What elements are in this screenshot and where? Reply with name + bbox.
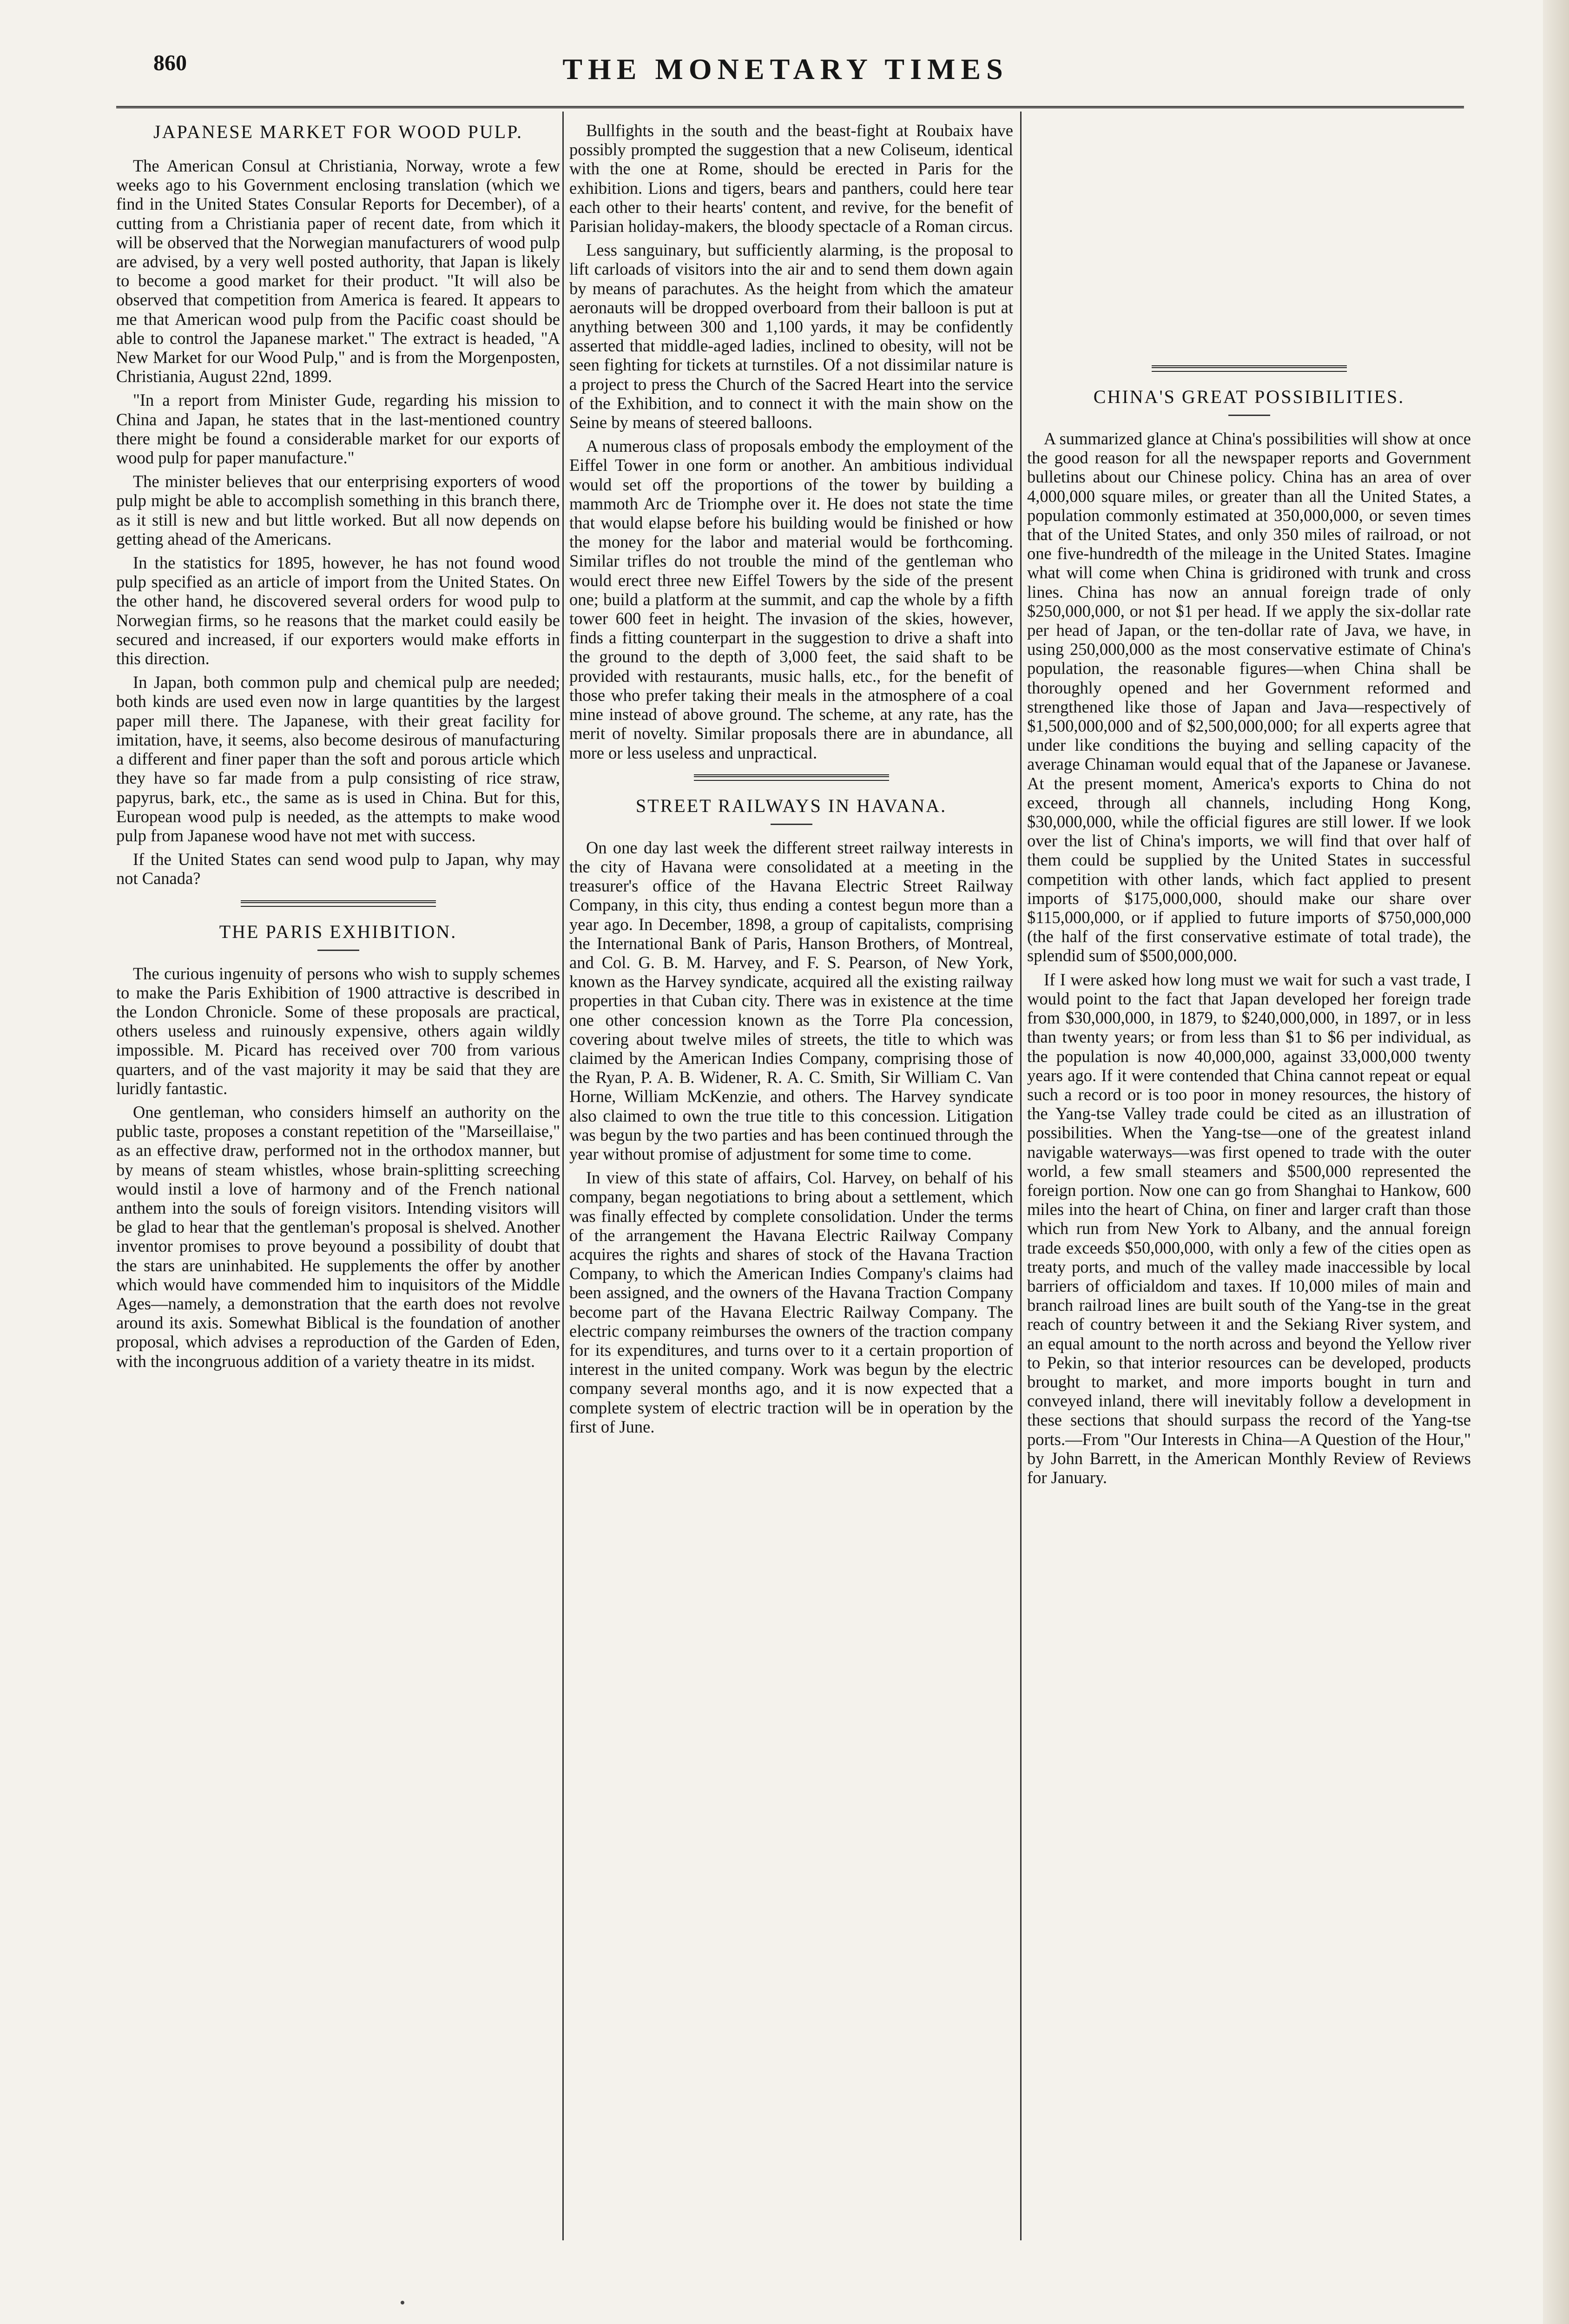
article-title: JAPANESE MARKET FOR WOOD PULP. (153, 121, 523, 142)
article-paragraph: Less sanguinary, but sufficiently alarming, is the proposal to lift carloads of visitors into the air and to send them down again by means of parachutes. As the height from which the amateur aeronauts will be dropped overboard from their balloon is put at anything between 300 and 1,100 yards, it may be confidently asserted that middle-aged ladies, inclined to obesity, will not be seen fighting for tickets at turnstiles. Of a not dissimilar nature is a project to press the Church of the Sacred Heart into the service of the Exhibition, and to connect it with the main show on the Seine by means of steered balloons. (569, 240, 1013, 432)
article-separator (1152, 365, 1347, 372)
article-title: STREET RAILWAYS IN HAVANA. (635, 795, 947, 816)
article-paragraph: In Japan, both common pulp and chemical pulp are needed; both kinds are used even now in large quantities by the largest paper mill there. The Japanese, with their great facility for imitation, have, it seems, also become desirous of manufacturing a different and finer paper than the soft and porous article which they have so far made from a pulp consisting of rice straw, papyrus, bark, etc., the same as is used in China. But for this, European wood pulp is needed, as the attempts to make wood pulp from Japanese wood have not met with success. (116, 673, 560, 845)
article-street-railways-havana (569, 795, 1013, 1436)
column-divider (562, 112, 564, 2240)
title-underline (1228, 415, 1270, 416)
column-3 (1027, 121, 1471, 1492)
column-2 (569, 121, 1013, 1441)
article-japanese-wood-pulp (116, 121, 560, 888)
article-paragraph: The curious ingenuity of persons who wish to supply schemes to make the Paris Exhibition of 1900 attractive is described in the London Chronicle. Some of these proposals are practical, others useless and ruinously expensive, others again wildly impossible. M. Picard has received over 700 from various quarters, and of the vast majority it may be said that they are luridly fantastic. (116, 964, 560, 1098)
article-separator (241, 900, 436, 907)
page-number: 860 (153, 51, 187, 75)
article-paragraph: A summarized glance at China's possibilities will show at once the good reason for all the newspaper reports and Government bulletins about our Chinese policy. China has an area of over 4,000,000 square miles, or greater than all the United States, a population commonly estimated at 350,000,000, or seven times that of the United States, and only 350 miles of railroad, or not one five-hundredth of the mileage in the United States. Imagine what will come when China is gridironed with trunk and cross lines. China has now an annual foreign trade of only $250,000,000, or not $1 per head. If we apply the six-dollar rate per head of Japan, or the ten-dollar rate of Java, we have, in using 250,000,000 as the most conservative estimate of China's population, the reasonable figures—when China shall be thoroughly opened and her Government reformed and strengthened like those of Japan and Java—respectively of $1,500,000,000 and of $2,500,000,000; for all experts agree that under like conditions the buying and selling capacity of the average Chinaman would equal that of the Japanese or Javanese. At the present moment, America's exports to China do not exceed, through all channels, including Hong Kong, $30,000,000, while the official figures are still lower. If we look over the list of China's imports, we will find that over half of them could be supplied by the United States in successful competition with other lands, which fact applied to present imports of $175,000,000, should make our share over $115,000,000, or if applied to future imports of $750,000,000 (the half of the first conservative estimate of total trade), the splendid sum of $500,000,000. (1027, 429, 1471, 965)
article-separator (694, 774, 889, 781)
article-paris-exhibition (116, 921, 560, 1371)
article-paragraph: The American Consul at Christiania, Norway, wrote a few weeks ago to his Government enclosing translation (which we find in the United States Consular Reports for December), of a cutting from a Christiania paper of recent date, from which it will be observed that the Norwegian manufacturers of wood pulp are advised, by a very well posted authority, that Japan is likely to become a good market for their product. "It will also be observed that competition from America is feared. It appears to me that American wood pulp from the Pacific coast should be able to control the Japanese market." The extract is headed, "A New Market for our Wood Pulp," and is from the Morgenposten, Christiania, August 22nd, 1899. (116, 156, 560, 386)
page-edge-shadow (1543, 0, 1569, 2324)
article-paragraph: A numerous class of proposals embody the employment of the Eiffel Tower in one form or another. An ambitious individual would set off the proportions of the tower by building a mammoth Arc de Triomphe over it. He does not state the time that would elapse before his building would be finished or how the money for the labor and material would be forthcoming. Similar trifles do not trouble the mind of the gentleman who would erect three new Eiffel Towers by the side of the present one; build a platform at the summit, and cap the whole by a fifth tower 600 feet in height. The invasion of the skies, however, finds a fitting counterpart in the suggestion to drive a shaft into the ground to the depth of 3,000 feet, the said shaft to be provided with restaurants, music halls, etc., for the benefit of those who prefer taking their meals in the atmosphere of a coal mine instead of above ground. The scheme, at any rate, has the merit of novelty. Similar proposals there are in abundance, all more or less useless and unpractical. (569, 436, 1013, 762)
masthead-rule (116, 106, 1464, 108)
article-paragraph: If the United States can send wood pulp to Japan, why may not Canada? (116, 850, 560, 888)
article-paragraph: On one day last week the different street railway interests in the city of Havana were consolidated at a meeting in the treasurer's office of the Havana Electric Street Railway Company, in this city, thus ending a contest begun more than a year ago. In December, 1898, a group of capitalists, comprising the International Bank of Paris, Hanson Brothers, of Montreal, and Col. G. B. M. Harvey, and F. S. Pearson, of New York, known as the Harvey syndicate, acquired all the existing railway properties in that Cuban city. There was in existence at the time one other concession known as the Torre Pla concession, covering about twelve miles of streets, the title to which was claimed by the American Indies Company, comprising those of the Ryan, P. A. B. Widener, R. A. C. Smith, Sir William C. Van Horne, William McKenzie, and others. The Harvey syndicate also claimed to own the true title to this concession. Litigation was begun by the two parties and has been continued through the year without promise of adjustment for some time to come. (569, 838, 1013, 1163)
title-underline (771, 824, 812, 825)
article-china-possibilities (1027, 386, 1471, 1487)
article-paragraph: If I were asked how long must we wait for such a vast trade, I would point to the fact that Japan developed her foreign trade from $30,000,000, in 1879, to $240,000,000, in 1897, or in less than twenty years; or from less than $1 to $6 per individual, as the population is now 40,000,000, against 33,000,000 twenty years ago. If it were contended that China cannot repeat or equal such a record or is too poor in money resources, the history of the Yang-tse Valley trade could be cited as an illustration of possibilities. When the Yang-tse—one of the greatest inland navigable waterways—was first opened to trade with the outer world, a few small steamers and $500,000 represented the foreign portion. Now one can go from Shanghai to Hankow, 600 miles into the heart of China, on finer and larger craft than those which run from New York to Albany, and the annual foreign trade exceeds $50,000,000, with only a few of the cities open as treaty ports, and much of the valley made inaccessible by local barriers of officialdom and taxes. If 10,000 miles of main and branch railroad lines are built south of the Yang-tse in the great reach of country between it and the Sekiang River system, and an equal amount to the north across and beyond the Yellow river to Pekin, so that interior resources can be developed, products brought to market, and more imports bought in turn and conveyed inland, there will inevitably follow a development in these sections that should surpass the record of the Yang-tse ports.—From "Our Interests in China—A Question of the Hour," by John Barrett, in the American Monthly Review of Reviews for January. (1027, 970, 1471, 1487)
article-title: THE PARIS EXHIBITION. (219, 921, 457, 942)
article-paragraph: In the statistics for 1895, however, he has not found wood pulp specified as an article of import from the United States. On the other hand, he discovered several orders for wood pulp to Norwegian firms, so he reasons that the market could easily be secured and increased, if our exporters would make efforts in this direction. (116, 553, 560, 668)
publication-title: THE MONETARY TIMES (562, 53, 1009, 86)
article-paragraph: The minister believes that our enterprising exporters of wood pulp might be able to accomplish something in this branch there, as it still is new and but little worked. But all now depends on getting ahead of the Americans. (116, 472, 560, 548)
article-paragraph: In view of this state of affairs, Col. Harvey, on behalf of his company, began negotiations to bring about a settlement, which was finally effected by complete consolidation. Under the terms of the arrangement the Havana Electric Railway Company acquires the rights and shares of stock of the Havana Traction Company, to which the American Indies Company's claims had been assigned, and the owners of the Havana Traction Company become part of the Havana Electric Railway Company. The electric company reimburses the owners of the traction company for its expenditures, and turns over to it a certain proportion of interest in the united company. Work was begun by the electric company several months ago, and it is now expected that a complete system of electric traction will be in operation by the first of June. (569, 1168, 1013, 1436)
ink-speck (401, 2301, 404, 2304)
title-underline (317, 950, 359, 951)
article-paragraph: Bullfights in the south and the beast-fight at Roubaix have possibly prompted the suggestion that a new Coliseum, identical with the one at Rome, should be erected in Paris for the exhibition. Lions and tigers, bears and panthers, could here tear each other to their hearts' content, and revive, for the benefit of Parisian holiday-makers, the bloody spectacle of a Roman circus. (569, 121, 1013, 236)
column-1 (116, 121, 560, 1375)
article-paragraph: "In a report from Minister Gude, regarding his mission to China and Japan, he states that in the last-mentioned country there might be found a considerable market for our exports of wood pulp for paper manufacture." (116, 390, 560, 468)
article-paragraph: One gentleman, who considers himself an authority on the public taste, proposes a constant repetition of the "Marseillaise," as an effective draw, performed not in the orthodox manner, but by means of steam whistles, whose brain-splitting screeching would instil a love of harmony and of the French national anthem into the souls of foreign visitors. Intending visitors will be glad to hear that the gentleman's proposal is shelved. Another inventor promises to prove beyound a possibility of doubt that the stars are uninhabited. He supplements the offer by another which would have commended him to inquisitors of the Middle Ages—namely, a demonstration that the earth does not revolve around its axis. Somewhat Biblical is the foundation of another proposal, which advises a reproduction of the Garden of Eden, with the incongruous addition of a variety theatre in its midst. (116, 1102, 560, 1371)
column-divider (1020, 112, 1022, 2240)
article-title: CHINA'S GREAT POSSIBILITIES. (1093, 386, 1405, 407)
